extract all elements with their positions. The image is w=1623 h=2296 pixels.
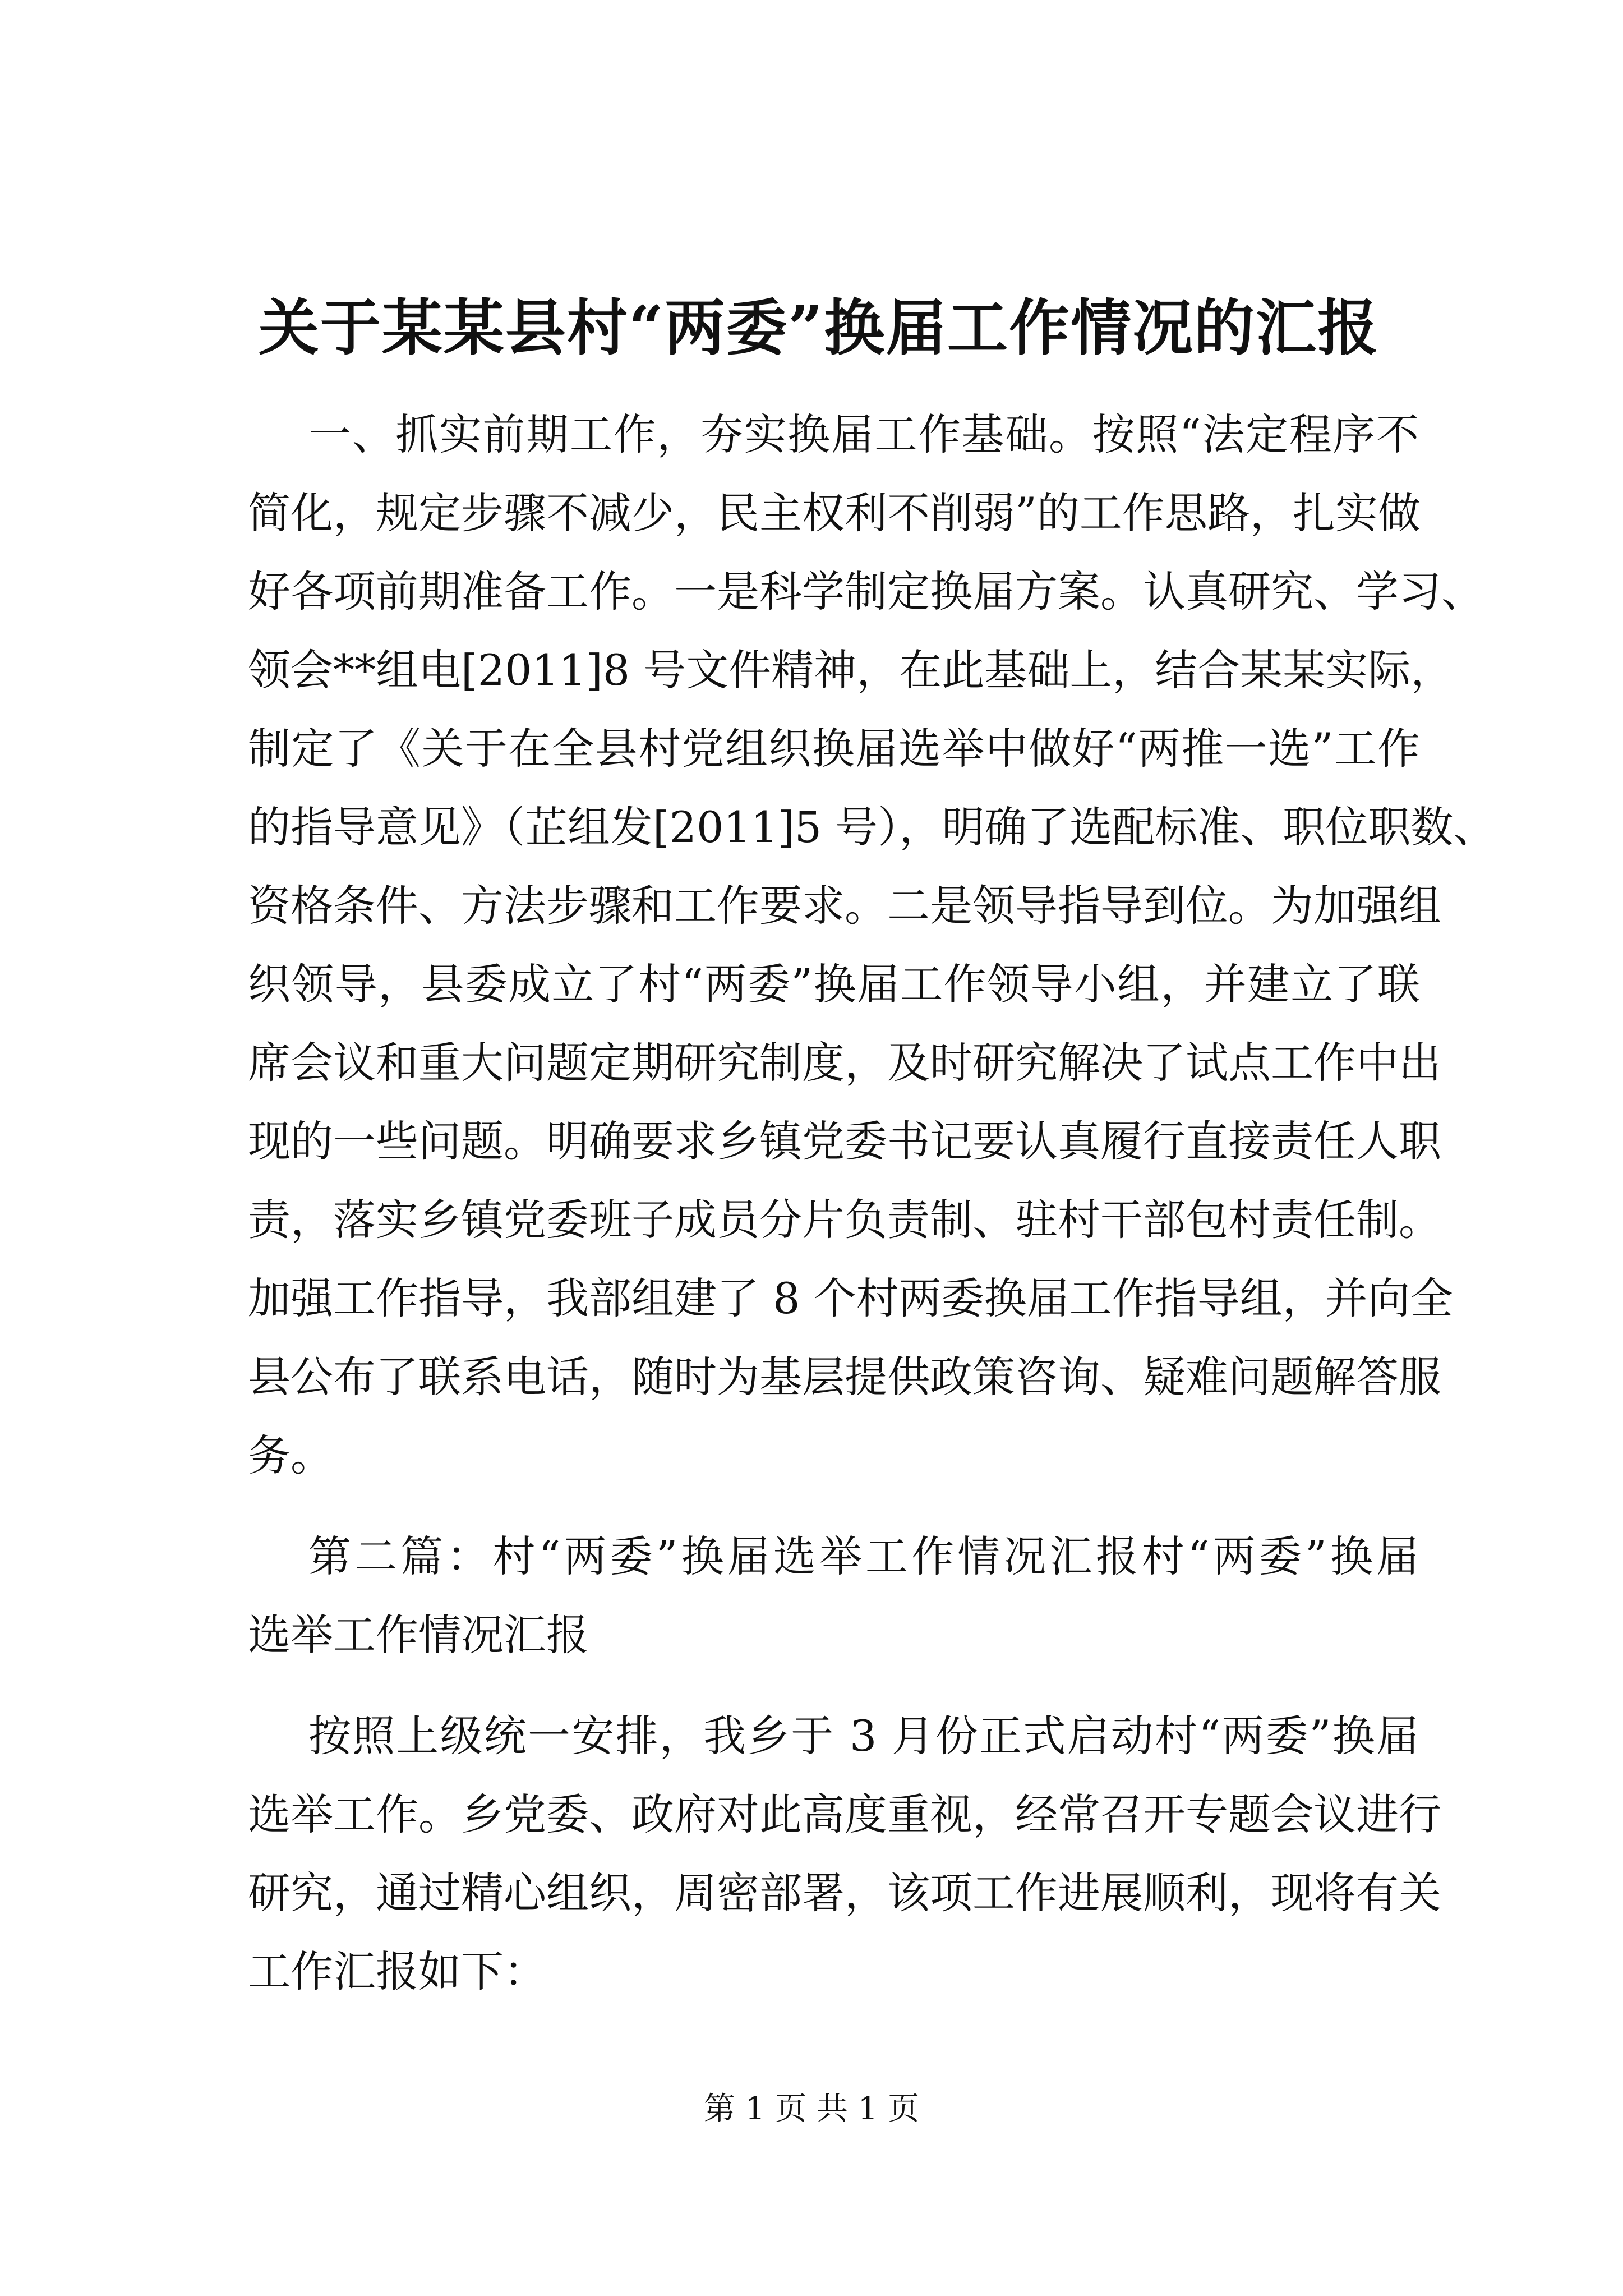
- paragraph-line: 席会议和重大问题定期研究制度，及时研究解决了试点工作中出: [248, 1038, 1441, 1088]
- paragraph-line: 织领导，县委成立了村“两委”换届工作领导小组，并建立了联: [248, 959, 1420, 1009]
- paragraph-line: 领会**组电[2011]8 号文件精神，在此基础上，结合某某实际，: [248, 645, 1454, 695]
- paragraph-line: 县公布了联系电话，随时为基层提供政策咨询、疑难问题解答服: [248, 1352, 1441, 1402]
- paragraph-line: 按照上级统一安排，我乡于 3 月份正式启动村“两委”换届: [308, 1711, 1419, 1761]
- paragraph-line: 好各项前期准备工作。一是科学制定换届方案。认真研究、学习、: [248, 567, 1484, 616]
- paragraph-line: 工作汇报如下：: [248, 1947, 546, 1996]
- paragraph-line: 务。: [248, 1430, 333, 1480]
- paragraph-line: 选举工作。乡党委、政府对此高度重视，经常召开专题会议进行: [248, 1789, 1441, 1839]
- paragraph-line: 简化，规定步骤不减少，民主权利不削弱”的工作思路，扎实做: [248, 488, 1421, 538]
- paragraph-line: 制定了《关于在全县村党组织换届选举中做好“两推一选”工作: [248, 724, 1420, 774]
- document-title: 关于某某县村“两委”换届工作情况的汇报: [258, 293, 1380, 364]
- paragraph-line: 的指导意见》（芷组发[2011]5 号），明确了选配标准、职位职数、: [248, 802, 1496, 852]
- paragraph-line: 一、抓实前期工作，夯实换届工作基础。按照“法定程序不: [308, 409, 1419, 459]
- paragraph-line: 第二篇：村“两委”换届选举工作情况汇报村“两委”换届: [308, 1531, 1419, 1581]
- paragraph-line: 加强工作指导，我部组建了 8 个村两委换届工作指导组，并向全: [248, 1273, 1453, 1323]
- paragraph-line: 选举工作情况汇报: [248, 1610, 589, 1660]
- paragraph-line: 现的一些问题。明确要求乡镇党委书记要认真履行直接责任人职: [248, 1116, 1441, 1166]
- paragraph-line: 责，落实乡镇党委班子成员分片负责制、驻村干部包村责任制。: [248, 1195, 1441, 1245]
- page-number-footer: 第 1 页 共 1 页: [703, 2091, 920, 2127]
- paragraph-line: 资格条件、方法步骤和工作要求。二是领导指导到位。为加强组: [248, 881, 1441, 931]
- paragraph-line: 研究，通过精心组织，周密部署，该项工作进展顺利，现将有关: [248, 1868, 1441, 1918]
